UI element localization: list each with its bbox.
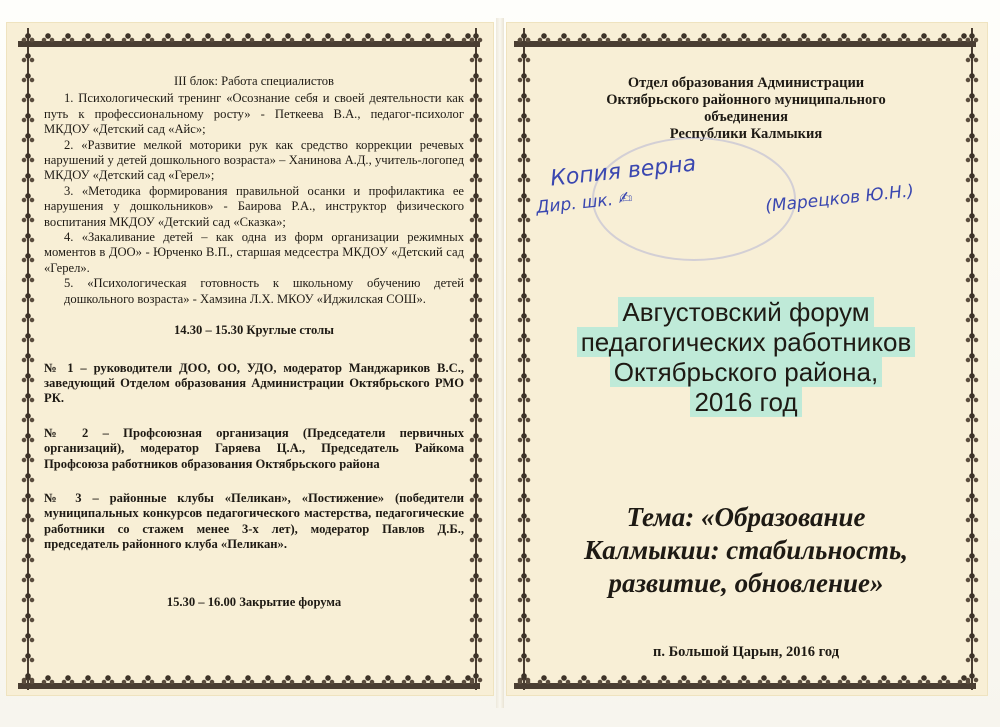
group-item: № 1 – руководители ДОО, ОО, УДО, модератор Манджариков В.С., заведующий Отделом образования Администрации Октябрьского РМО РК. [44, 360, 464, 406]
list-item: 3. «Методика формирования правильной осанки и профилактика ее нарушения у дошкольников» - Баирова Р.А., инструктор физического воспитания МКДОУ «Детский сад «Сказка»; [44, 183, 464, 229]
cover-content [530, 75, 962, 600]
list-item: 1. Психологический тренинг «Осознание себя и своей деятельности как путь к профессиональному росту» - Петкеева В.А., педагог-психолог МКДОУ «Детский сад «Айс»; [44, 91, 464, 137]
organization-name [530, 75, 962, 143]
forum-title-line: Августовский форум [618, 297, 873, 327]
list-item: 4. «Закаливание детей – как одна из форм организации режимных моментов в ДОО» - Юрченко В.П., старшая медсестра МКДОУ «Детский сад «Герел». [44, 230, 464, 275]
forum-title-line: Октябрьского района, [610, 357, 882, 387]
forum-title-line: педагогических работников [577, 327, 916, 357]
forum-theme [530, 501, 962, 600]
fold-line [496, 18, 504, 708]
closing-title: 15.30 – 16.00 Закрытие форума [166, 594, 342, 609]
place-and-year: п. Большой Царын, 2016 год [652, 644, 840, 660]
theme-line: Тема: «Образование [626, 502, 866, 532]
org-line: Республики Калмыкия [669, 126, 823, 142]
org-line: Октябрьского районного муниципального [606, 92, 886, 108]
certification-signature [530, 147, 962, 247]
group-item: № 2 – Профсоюзная организация (Председатели первичных организаций), модератор Гаряева Ц.А., Председатель Райкома Профсоюза работников образования Октябрьского района [44, 425, 464, 471]
theme-line: развитие, обновление» [608, 568, 884, 598]
theme-line: Калмыкии: стабильность, [583, 535, 909, 565]
handwritten-name: (Марецков Ю.Н.) [764, 181, 915, 217]
org-line: объединения [704, 109, 788, 125]
group-item: № 3 – районные клубы «Пеликан», «Постижение» (победители муниципальных конкурсов педагогического мастерства, педагогические работники со стажем менее 3-х лет), модератор Павлов Д.Б., председатель районного клуба «Пеликан». [44, 490, 464, 552]
round-tables-title: 14.30 – 15.30 Круглые столы [173, 323, 335, 338]
program-content [44, 74, 464, 623]
list-item: 5. «Психологическая готовность к школьному обучению детей дошкольного возраста» - Хамзина Л.Х. МКОУ «Иджилская СОШ». [64, 276, 464, 306]
handwritten-note: Копия верна [549, 151, 698, 192]
forum-title [530, 297, 962, 417]
org-line: Отдел образования Администрации [627, 75, 865, 91]
handwritten-signature: Дир. шк. ✍ [535, 187, 634, 219]
block-title: III блок: Работа специалистов [174, 74, 334, 88]
list-item: 2. «Развитие мелкой моторики рук как средство коррекции речевых нарушений у детей дошкольного возраста» – Ханинова А.Д., учитель-логопед МКДОУ «Детский сад «Герел»; [44, 137, 464, 183]
forum-title-line: 2016 год [690, 387, 801, 417]
